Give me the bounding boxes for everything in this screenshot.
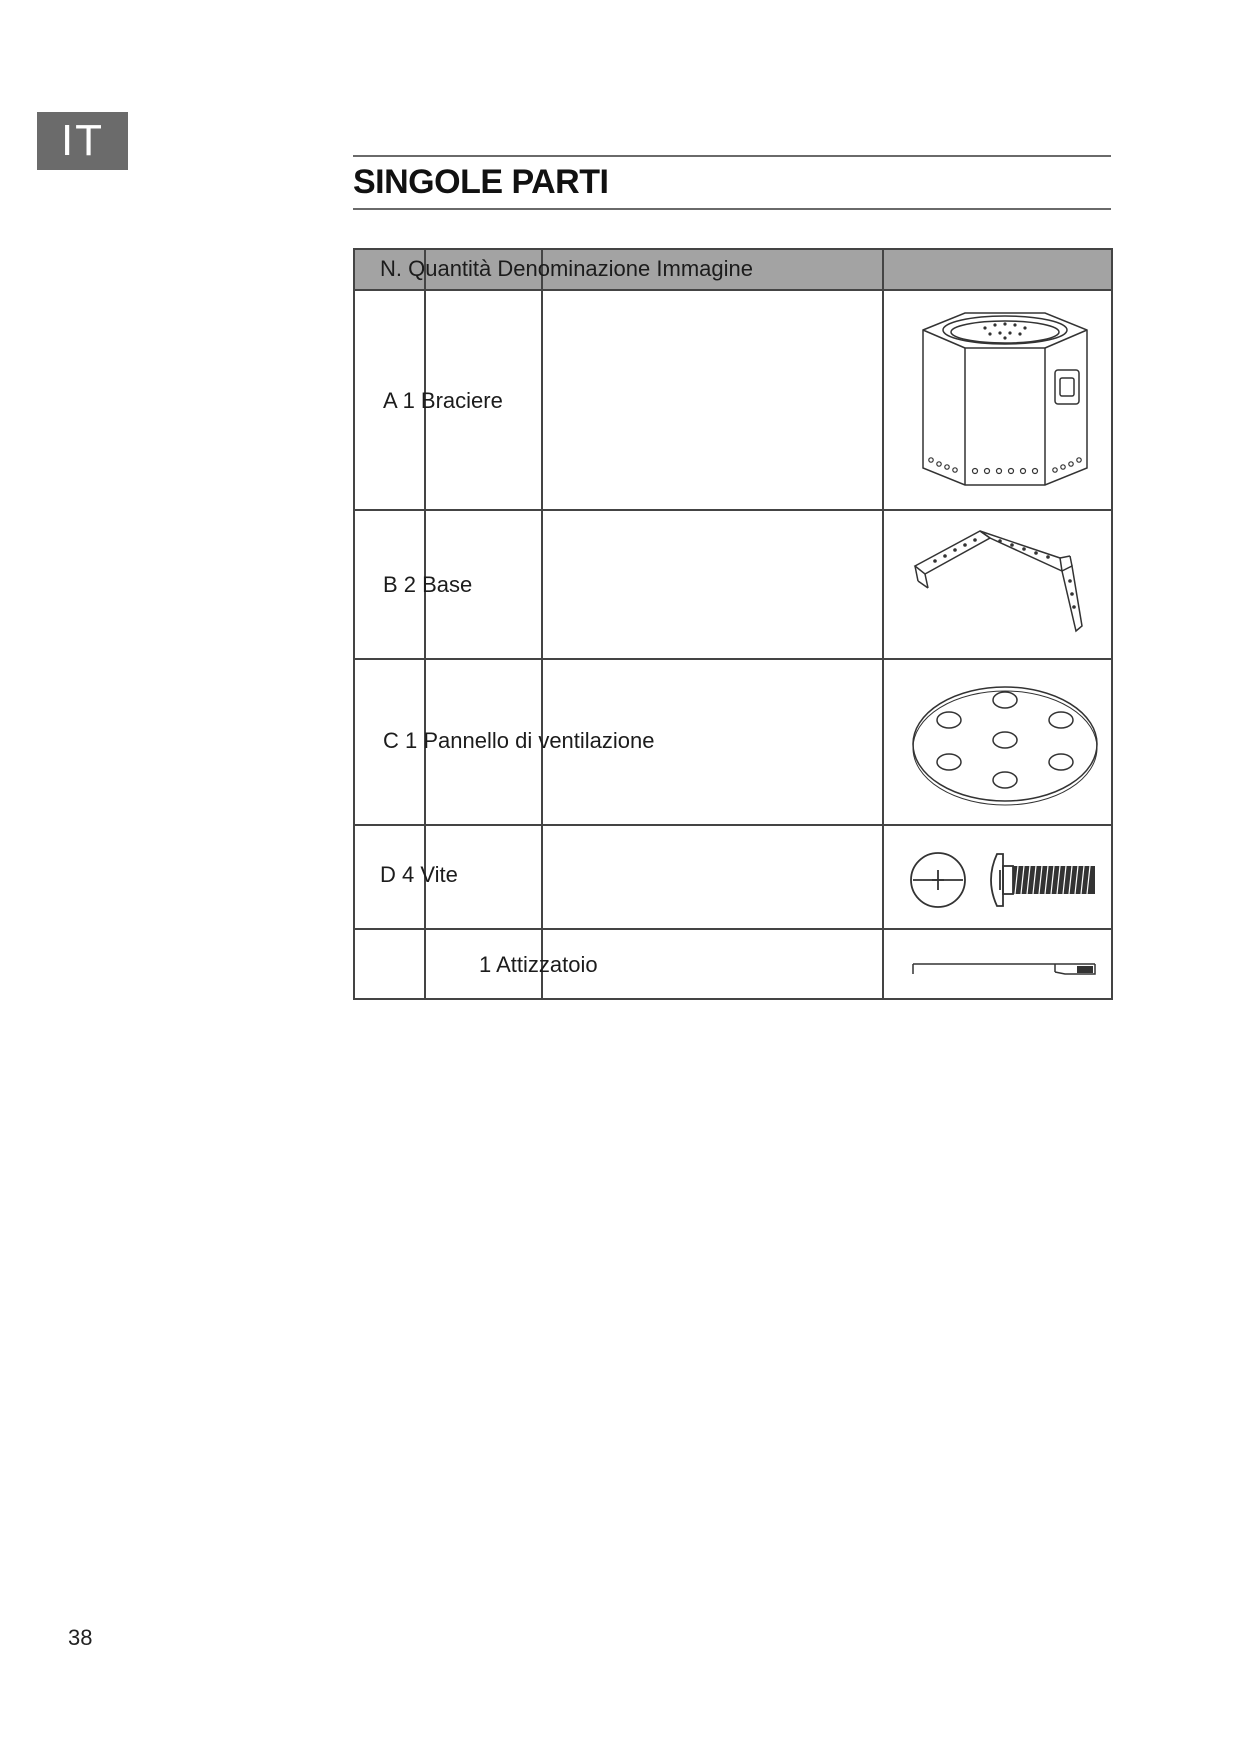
row-text-base: B 2 Base <box>383 572 473 597</box>
language-tab: IT <box>37 112 128 170</box>
poker-icon <box>905 948 1105 988</box>
row-text-pannello: C 1 Pannello di ventilazione <box>383 728 655 753</box>
row-text-attizzatoio: 1 Attizzatoio <box>479 952 598 977</box>
row-text-vite: D 4 Vite <box>380 862 458 887</box>
title-top-rule <box>353 155 1111 157</box>
base-bracket-icon <box>910 526 1100 641</box>
page-title: SINGOLE PARTI <box>353 163 609 201</box>
row-text-braciere: A 1 Braciere <box>383 388 503 413</box>
title-bottom-rule <box>353 208 1111 210</box>
fire-pit-icon <box>905 308 1105 498</box>
parts-table <box>353 248 1113 1000</box>
ventilation-panel-icon <box>907 680 1103 808</box>
table-header-text: N. Quantità Denominazione Immagine <box>380 256 753 281</box>
screw-icon <box>905 846 1105 914</box>
page-number: 38 <box>68 1625 93 1650</box>
